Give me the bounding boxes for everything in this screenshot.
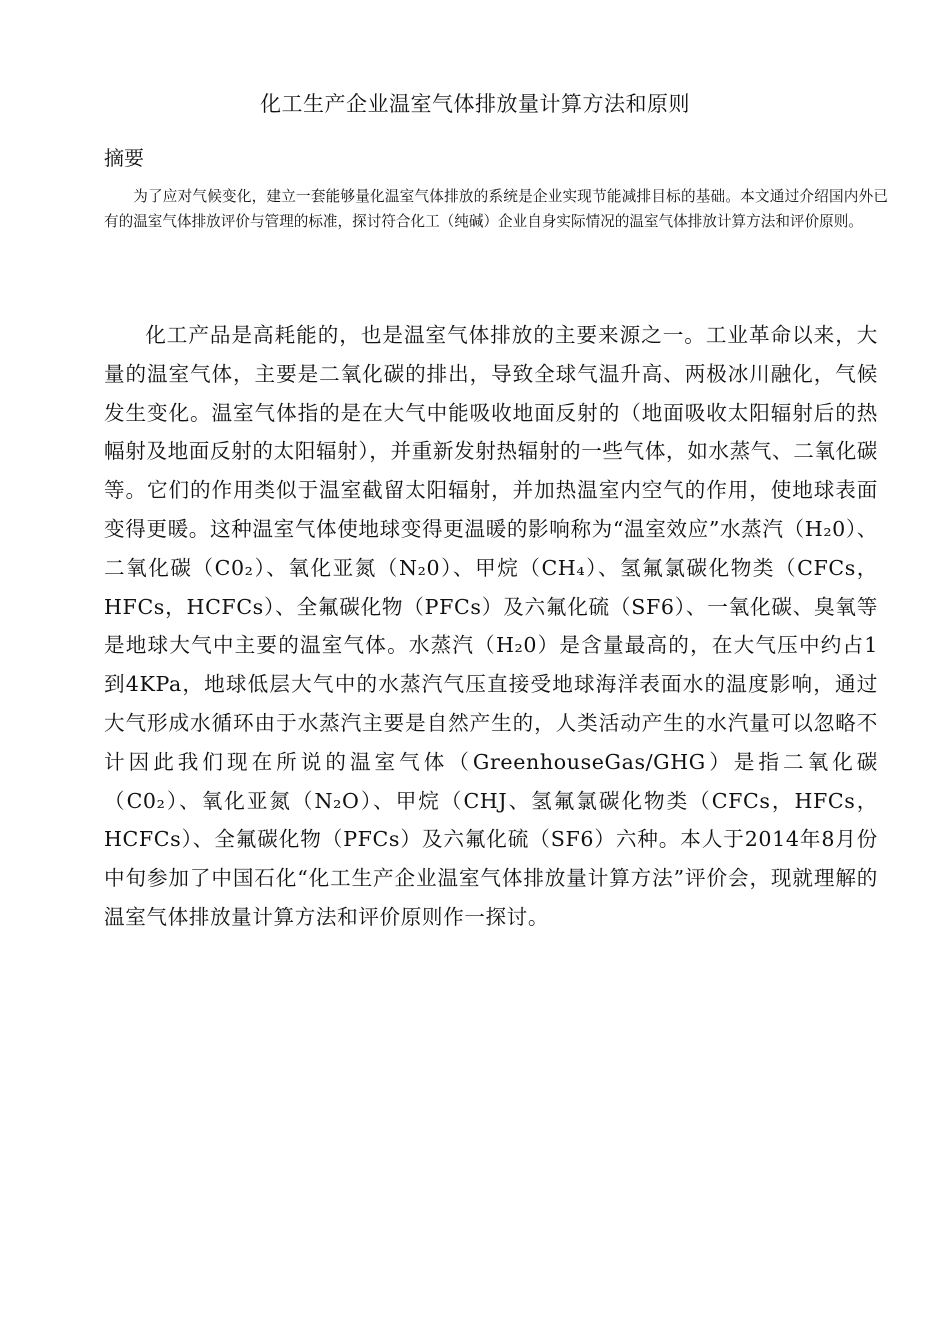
abstract-heading: 摘要 bbox=[104, 146, 144, 170]
abstract-paragraph: 为了应对气候变化，建立一套能够量化温室气体排放的系统是企业实现节能减排目标的基础。本文通过介绍国内外已有的温室气体排放评价与管理的标准，探讨符合化工（纯碱）企业自身实际情况的温室气体排放计算方法和评价原则。 bbox=[104, 188, 888, 230]
body-paragraph: 化工产品是高耗能的，也是温室气体排放的主要来源之一。工业革命以来，大量的温室气体，主要是二氧化碳的排出，导致全球气温升高、两极冰川融化，气候发生变化。温室气体指的是在大气中能吸收地面反射的（地面吸收太阳辐射后的热幅射及地面反射的太阳辐射），并重新发射热辐射的一些气体，如水蒸气、二氧化碳等。它们的作用类似于温室截留太阳辐射，并加热温室内空气的作用，使地球表面变得更暖。这种温室气体使地球变得更温暖的影响称为“温室效应”水蒸汽（H₂0）、二氧化碳（C0₂）、氧化亚氮（N₂0）、甲烷（CH₄）、氢氟氯碳化物类（CFCs，HFCs，HCFCs）、全氟碳化物（PFCs）及六氟化硫（SF6）、一氧化碳、臭氧等是地球大气中主要的温室气体。水蒸汽（H₂0）是含量最高的，在大气压中约占1到4KPa，地球低层大气中的水蒸汽气压直接受地球海洋表面水的温度影响，通过大气形成水循环由于水蒸汽主要是自然产生的，人类活动产生的水汽量可以忽略不计因此我们现在所说的温室气体（GreenhouseGas/GHG）是指二氧化碳（C0₂）、氧化亚氮（N₂O）、甲烷（CHJ、氢氟氯碳化物类（CFCs，HFCs，HCFCs）、全氟碳化物（PFCs）及六氟化硫（SF6）六种。本人于2014年8月份中旬参加了中国石化“化工生产企业温室气体排放量计算方法”评价会，现就理解的温室气体排放量计算方法和评价原则作一探讨。 bbox=[104, 323, 878, 929]
document-title: 化工生产企业温室气体排放量计算方法和原则 bbox=[260, 92, 690, 116]
